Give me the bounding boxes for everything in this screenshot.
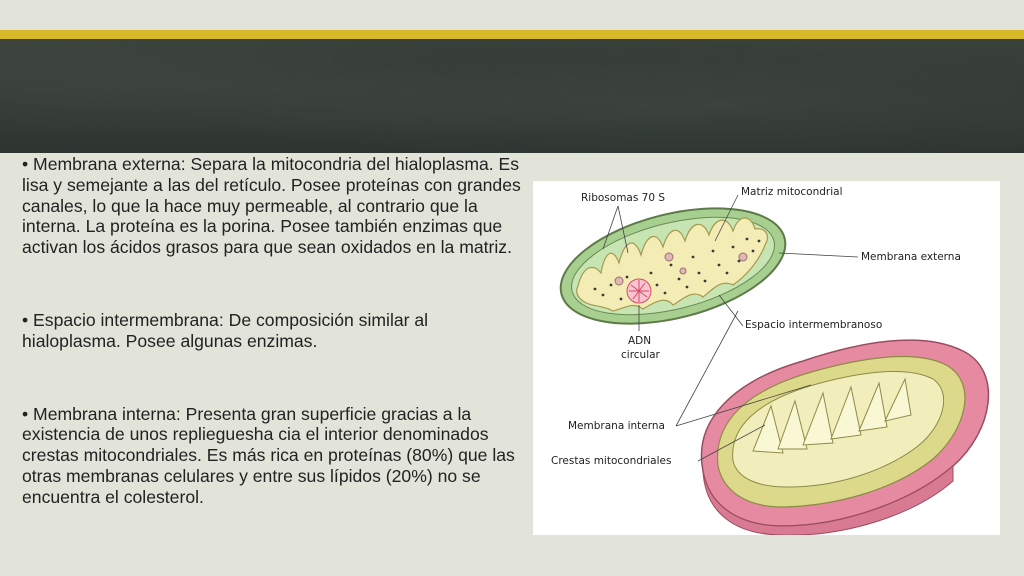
label-membrana-externa: Membrana externa <box>861 251 961 263</box>
accent-bar <box>0 30 1024 39</box>
adn-circular-icon <box>627 279 651 303</box>
label-adn-1: ADN <box>628 335 652 347</box>
label-espacio: Espacio intermembranoso <box>745 319 883 331</box>
paragraph-membrana-externa: • Membrana externa: Separa la mitocondria del hialoplasma. Es lisa y semejante a las del retículo. Posee proteínas con grandes canales, lo que la hace muy permeable, al contrario que la interna. La proteína es la porina. Posee también enzimas que activan los ácidos grasos para que sean oxidados en la matriz. <box>22 154 521 258</box>
body-text <box>22 154 527 508</box>
mitochondria-3d-cutaway <box>701 340 988 535</box>
paragraph-espacio-intermembrana: • Espacio intermembrana: De composición similar al hialoplasma. Posee algunas enzimas. <box>22 309 429 351</box>
paragraph-membrana-interna: • Membrana interna: Presenta gran superficie gracias a la existencia de unos replieguesha cia el interior denominados crestas mitocondriales. Es más rica en proteínas (80%) que las otras membranas celulares y entre sus lípidos (20%) no se encuentra el colesterol. <box>22 403 515 507</box>
label-matriz: Matriz mitocondrial <box>741 186 843 198</box>
label-membrana-interna: Membrana interna <box>568 420 665 432</box>
top-strip <box>0 0 1024 30</box>
title-banner <box>0 39 1024 153</box>
chalk-texture <box>0 39 1024 153</box>
label-ribosomas: Ribosomas 70 S <box>581 192 666 204</box>
mitochondria-diagram <box>533 181 1000 535</box>
label-crestas: Crestas mitocondriales <box>551 455 672 467</box>
label-adn-2: circular <box>621 349 660 361</box>
